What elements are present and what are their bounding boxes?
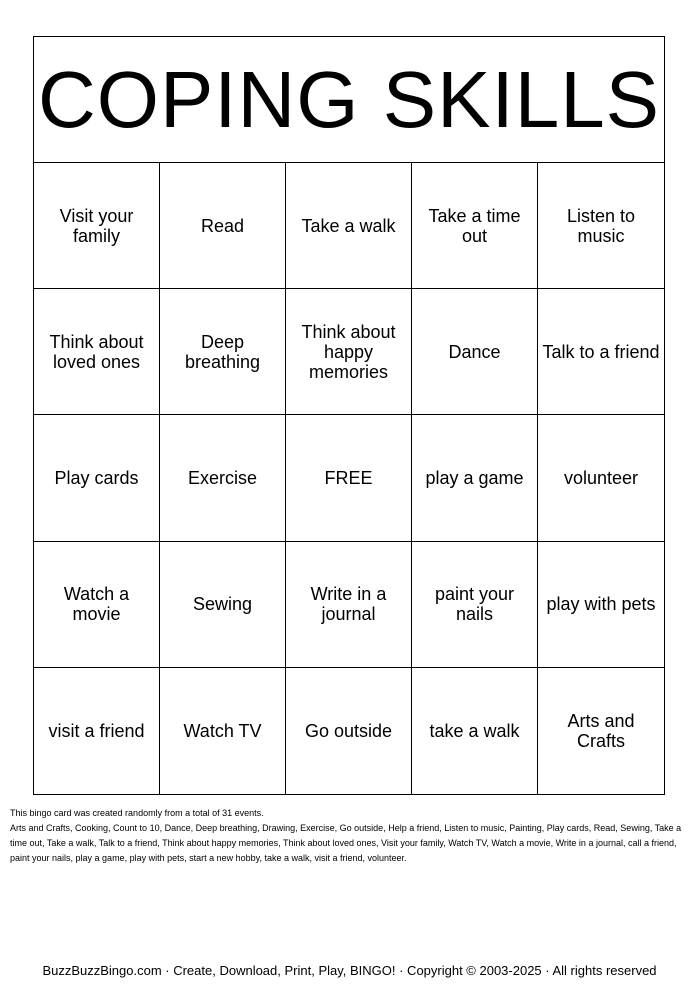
bingo-cell: Write in a journal [286,542,412,668]
bingo-cell: play a game [412,415,538,541]
site-footer: BuzzBuzzBingo.com · Create, Download, Print, Play, BINGO! · Copyright © 2003-2025 · All rights reserved [42,963,657,978]
card-info-event-list: Arts and Crafts, Cooking, Count to 10, Dance, Deep breathing, Drawing, Exercise, Go outside, Help a friend, Listen to music, Painting, Play cards, Read, Sewing, Take a time out, Take a walk, Talk to a friend, Think about happy memories, Think about loved ones, Visit your family, Watch TV, Watch a movie, Write in a journal, call a friend, paint your nails, play a game, play with pets, start a new hobby, take a walk, visit a friend, volunteer. [10,823,682,863]
bingo-cell: Go outside [286,668,412,794]
bingo-cell: Play cards [34,415,160,541]
bingo-cell: play with pets [538,542,664,668]
card-title: COPING SKILLS [37,54,661,144]
bingo-cell: Exercise [160,415,286,541]
bingo-cell: Arts and Crafts [567,710,635,751]
bingo-cell: Deep breathing [160,289,286,415]
bingo-cell: Talk to a friend [538,289,664,415]
bingo-cell: Sewing [160,542,286,668]
bingo-cell: Visit your family [34,163,160,289]
bingo-cell: Watch TV [160,668,286,794]
title-row [34,37,664,163]
bingo-grid [34,163,664,794]
bingo-card [33,36,665,795]
bingo-cell: Dance [412,289,538,415]
card-info [10,806,690,866]
bingo-cell: Read [160,163,286,289]
card-info-summary: This bingo card was created randomly from a total of 31 events. [10,808,264,818]
bingo-cell: Watch a movie [34,542,160,668]
bingo-cell: volunteer [538,415,664,541]
bingo-cell: Think about loved ones [34,289,160,415]
bingo-cell: visit a friend [34,668,160,794]
bingo-cell: Take a time out [412,163,538,289]
bingo-cell: Take a walk [286,163,412,289]
bingo-cell: paint your nails [412,542,538,668]
bingo-cell: Listen to music [538,163,664,289]
bingo-cell: take a walk [412,668,538,794]
bingo-cell: Think about happy memories [286,289,412,415]
free-space-cell: FREE [286,415,412,541]
